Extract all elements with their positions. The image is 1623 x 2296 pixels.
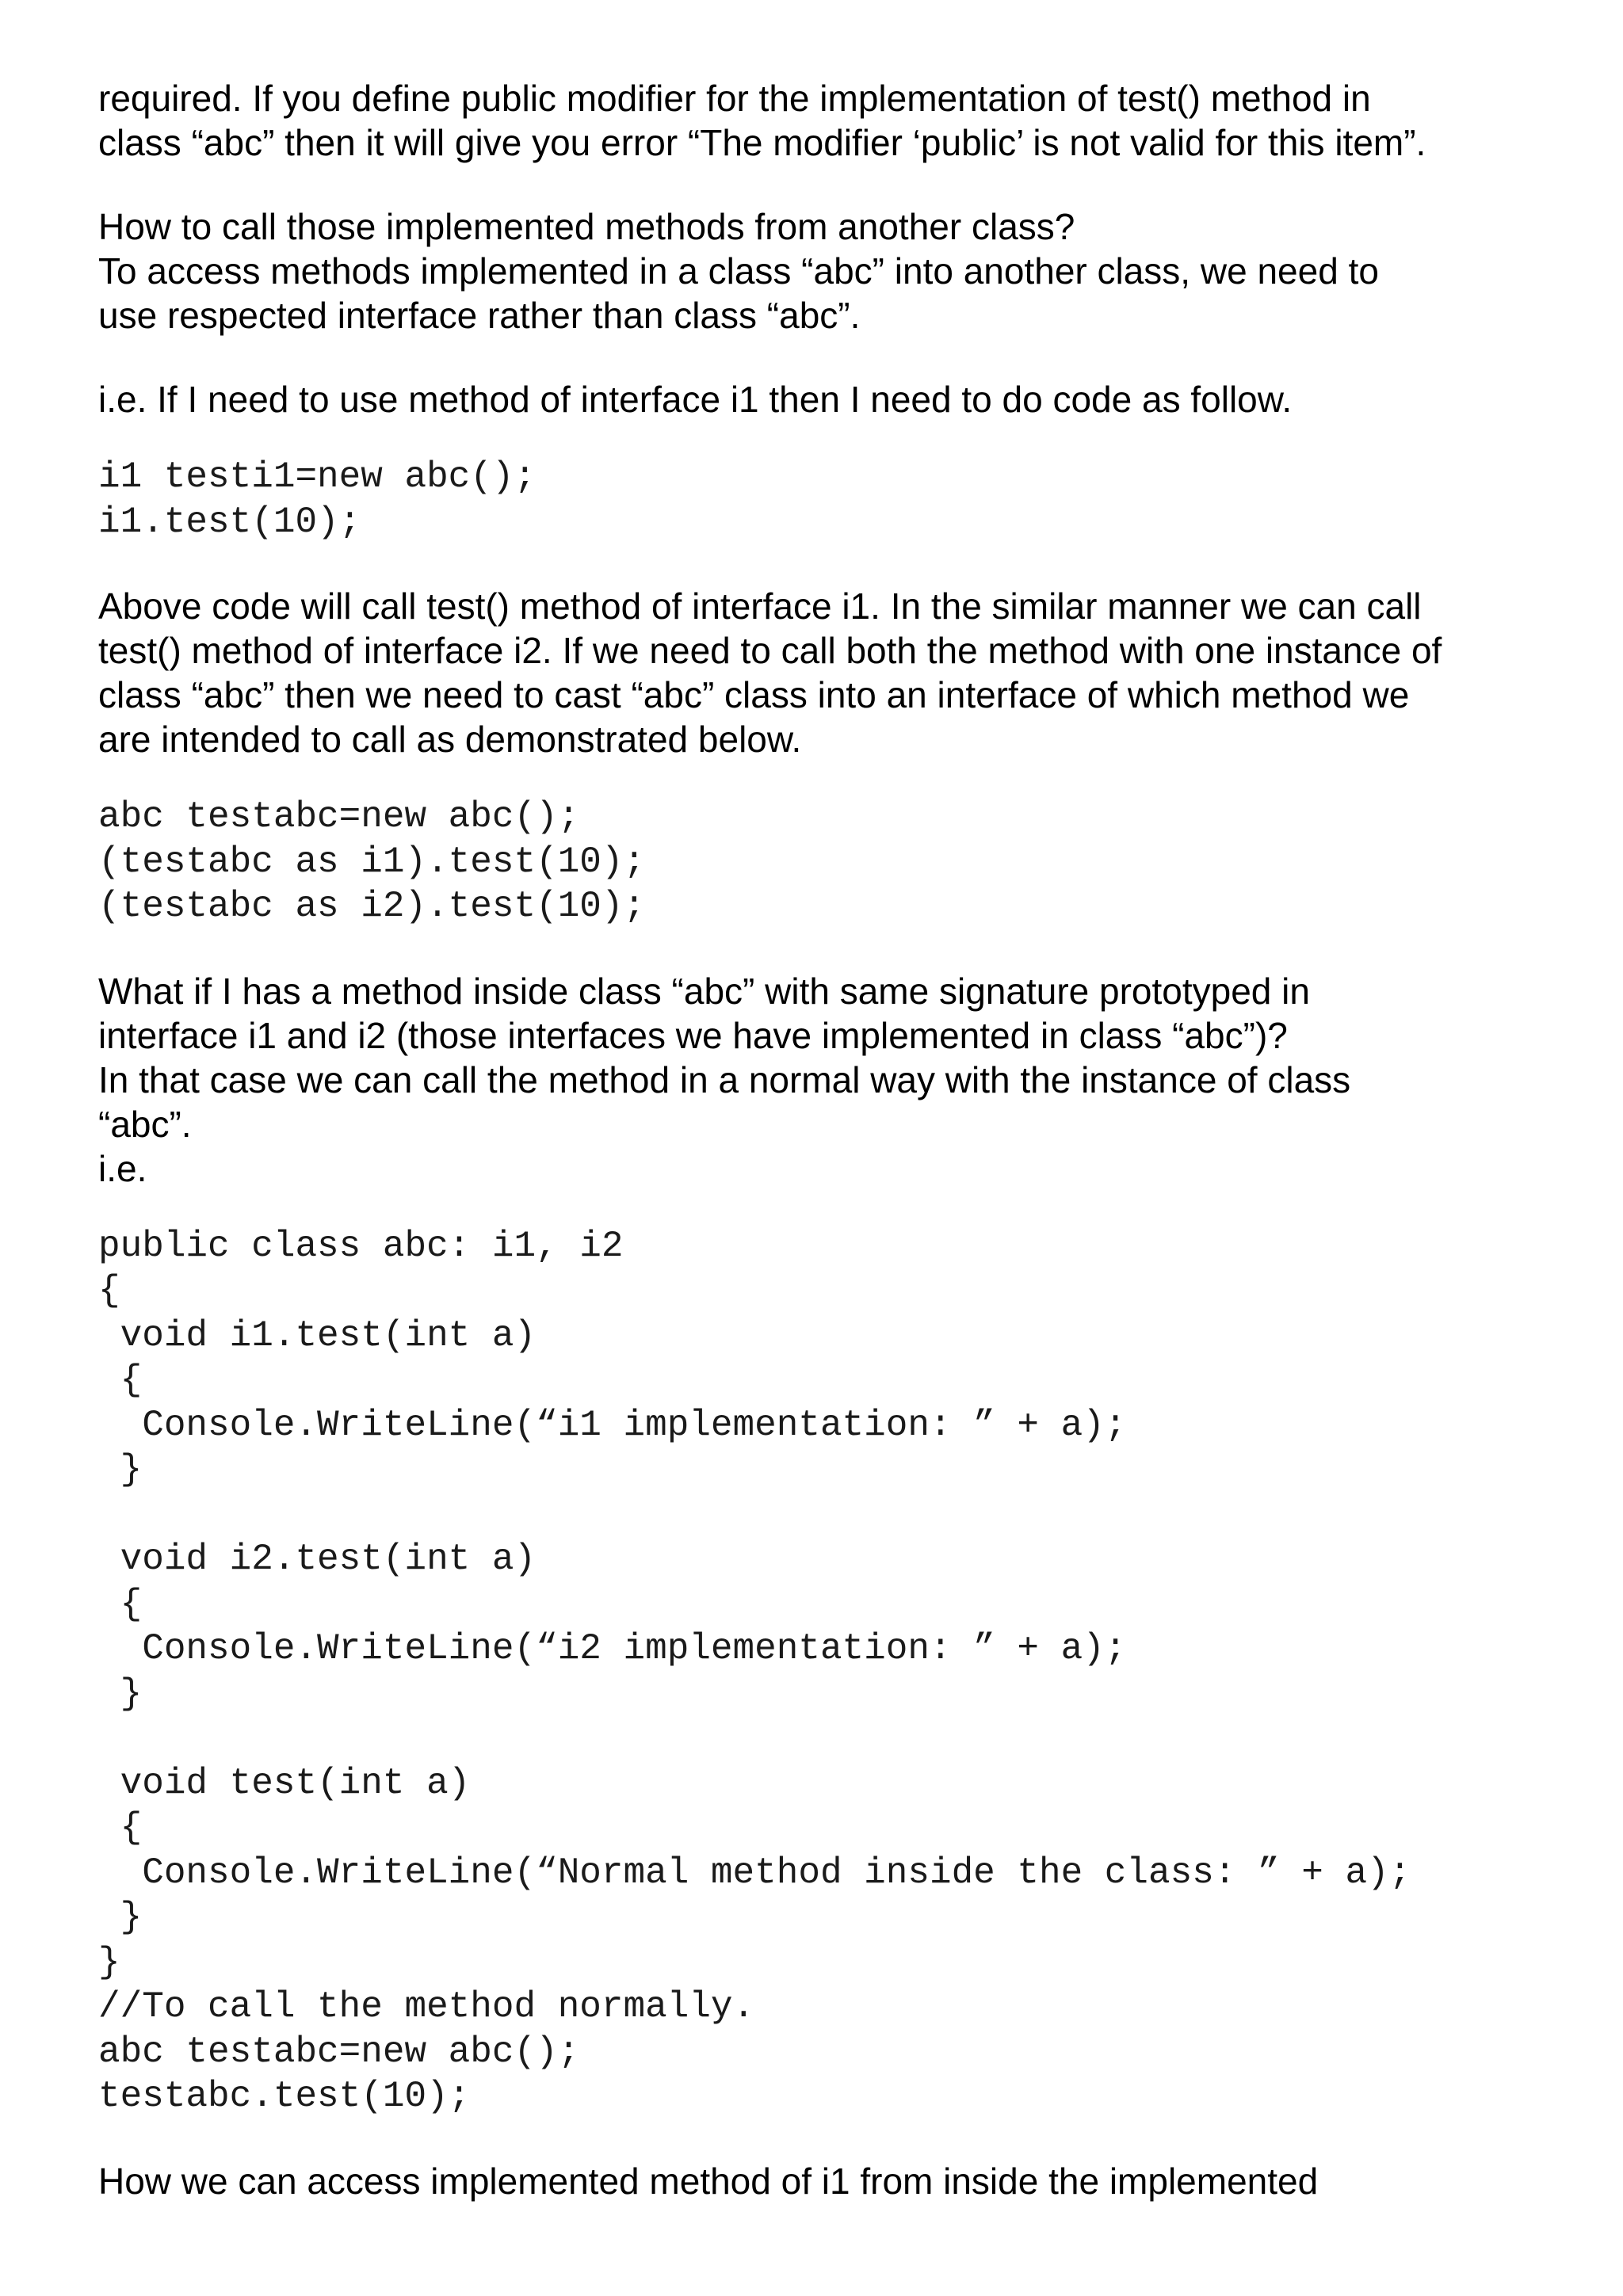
code-line: Console.WriteLine(“i1 implementation: ” + a);	[98, 1404, 1127, 1446]
document-body	[98, 76, 1541, 2203]
code-line: i1.test(10);	[98, 501, 361, 543]
text-line: i.e. If I need to use method of interface i1 then I need to do code as follow.	[98, 379, 1293, 420]
text-line: interface i1 and i2 (those interfaces we have implemented in class “abc”)?	[98, 1014, 1288, 1056]
code-line: Console.WriteLine(“i2 implementation: ” + a);	[98, 1628, 1127, 1669]
code-line: public class abc: i1, i2	[98, 1225, 624, 1267]
code-line: abc testabc=new abc();	[98, 796, 580, 837]
code-comment: //To call the method normally.	[98, 1986, 755, 2027]
code-line: testabc.test(10);	[98, 2076, 471, 2117]
paragraph-ie-example	[98, 377, 1541, 421]
paragraph-how-to-call	[98, 204, 1541, 338]
code-line: }	[98, 1897, 143, 1938]
code-line: (testabc as i1).test(10);	[98, 841, 646, 883]
code-block-cast	[98, 795, 1541, 929]
code-line: }	[98, 1941, 120, 1983]
section-question: What if I has a method inside class “abc” with same signature prototyped in	[98, 970, 1310, 1012]
code-line: (testabc as i2).test(10);	[98, 886, 646, 927]
text-line: i.e.	[98, 1147, 147, 1189]
paragraph-cast-explanation	[98, 584, 1541, 761]
paragraph-public-modifier	[98, 76, 1541, 165]
code-block-class-abc	[98, 1224, 1541, 2119]
text-line: required. If you define public modifier for the implementation of test() method in	[98, 78, 1371, 119]
text-line: class “abc” then we need to cast “abc” class into an interface of which method we	[98, 674, 1410, 715]
text-line: test() method of interface i2. If we need to call both the method with one instance of	[98, 630, 1442, 671]
code-line: void i1.test(int a)	[98, 1314, 537, 1356]
text-line: To access methods implemented in a class “abc” into another class, we need to	[98, 250, 1379, 292]
paragraph-same-signature	[98, 969, 1541, 1191]
section-question: How to call those implemented methods from another class?	[98, 206, 1075, 247]
code-block-interface-call	[98, 455, 1541, 544]
text-line: use respected interface rather than class “abc”.	[98, 295, 861, 336]
text-line: class “abc” then it will give you error “The modifier ‘public’ is not valid for this item”.	[98, 122, 1426, 163]
text-line: In that case we can call the method in a normal way with the instance of class	[98, 1058, 1351, 1100]
text-line: “abc”.	[98, 1103, 192, 1145]
code-line: void test(int a)	[98, 1762, 471, 1804]
code-line: {	[98, 1360, 143, 1401]
code-line: {	[98, 1270, 120, 1311]
paragraph-access-implemented	[98, 2159, 1541, 2203]
code-line: }	[98, 1672, 143, 1714]
code-line: }	[98, 1449, 143, 1490]
code-line: {	[98, 1807, 143, 1848]
code-line: {	[98, 1583, 143, 1625]
code-line: abc testabc=new abc();	[98, 2031, 580, 2073]
text-line: Above code will call test() method of interface i1. In the similar manner we can call	[98, 585, 1422, 627]
code-line: void i2.test(int a)	[98, 1539, 537, 1580]
code-line: i1 testi1=new abc();	[98, 456, 537, 498]
section-question: How we can access implemented method of i1 from inside the implemented	[98, 2160, 1319, 2202]
text-line: are intended to call as demonstrated below.	[98, 719, 802, 760]
code-line: Console.WriteLine(“Normal method inside the class: ” + a);	[98, 1852, 1411, 1894]
